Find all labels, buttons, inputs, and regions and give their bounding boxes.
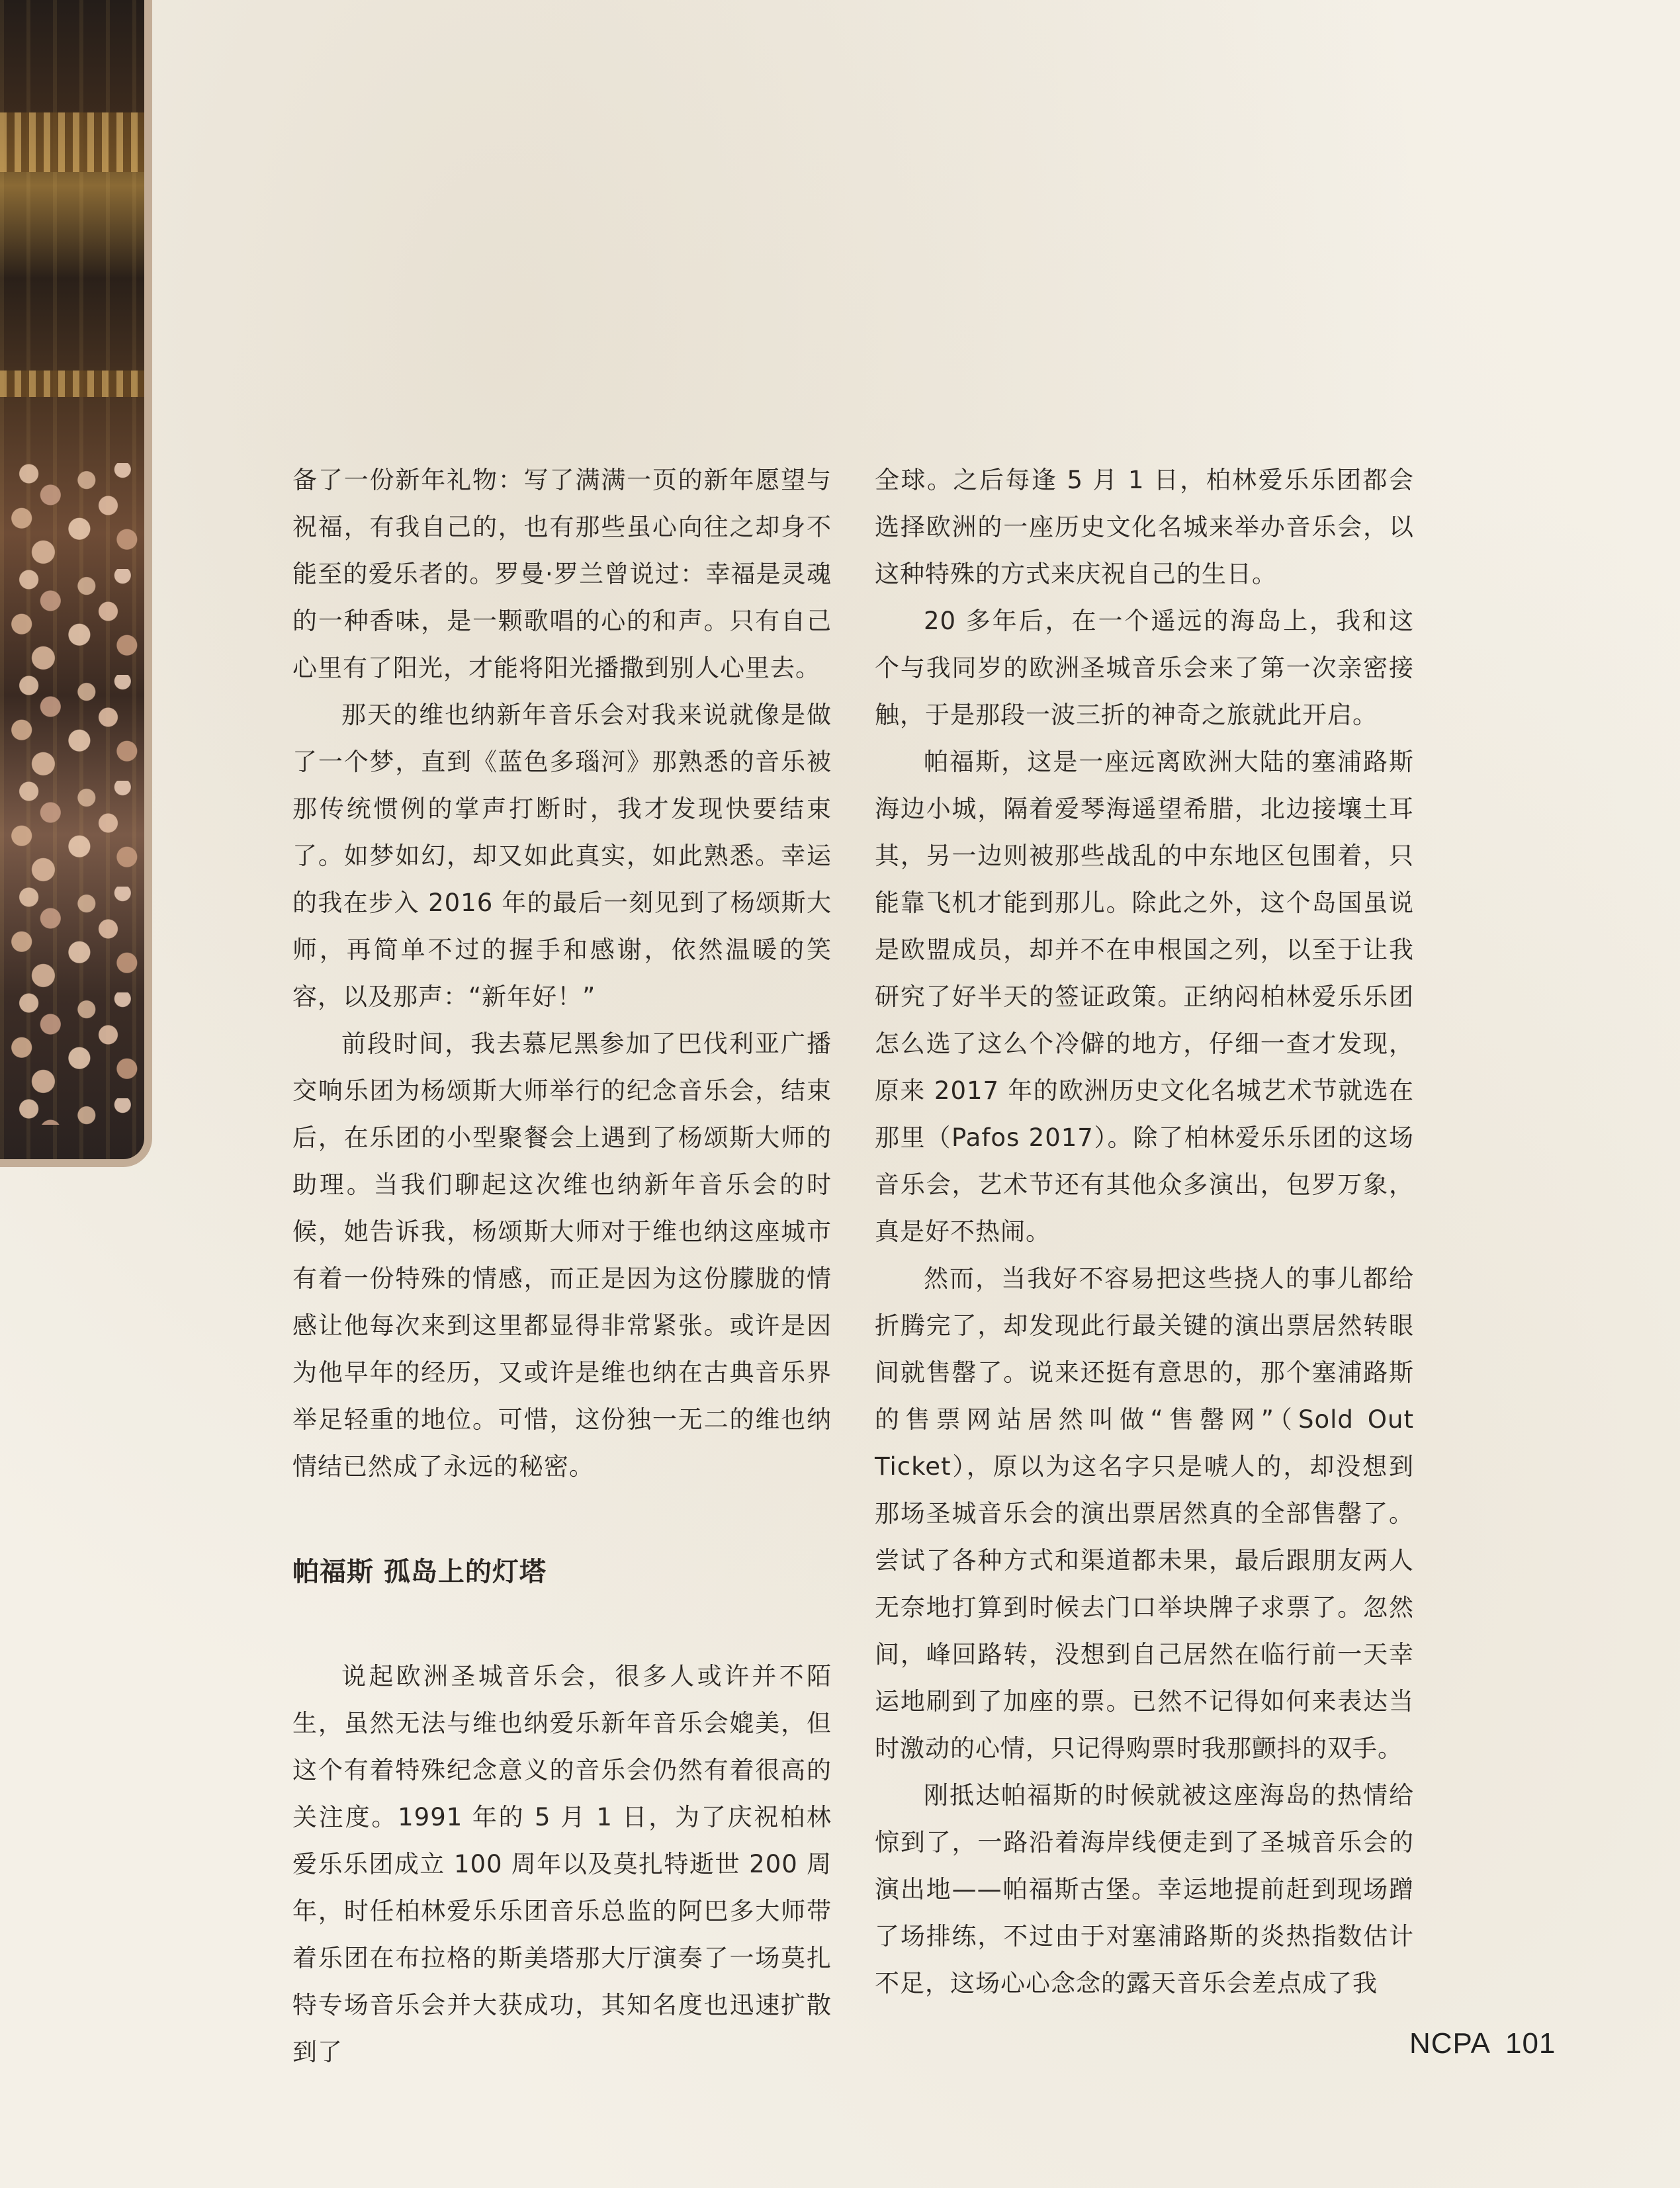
balcony-railing: [0, 371, 144, 397]
paragraph: 20 多年后，在一个遥远的海岛上，我和这个与我同岁的欧洲圣城音乐会来了第一次亲密接触，于是那段一波三折的神奇之旅就此开启。: [875, 607, 1414, 729]
section-heading: 帕福斯 孤岛上的灯塔: [292, 1557, 547, 1587]
left-column: [292, 457, 832, 2076]
paragraph: 说起欧洲圣城音乐会，很多人或许并不陌生，虽然无法与维也纳爱乐新年音乐会媲美，但这个有着特殊纪念意义的音乐会仍然有着很高的关注度。1991 年的 5 月 1 日，为了庆祝柏林爱乐乐团成立 100 周年以及莫扎特逝世 200 周年，时任柏林爱乐乐团音乐总监的阿巴多大师带着乐团在布拉格的斯美塔那大厅演奏了一场莫扎特专场音乐会并大获成功，其知名度也迅速扩散到了: [292, 1662, 832, 2066]
balcony-railing: [0, 112, 144, 172]
concert-hall-photo: [0, 0, 152, 1167]
page-number: 101: [1505, 2027, 1556, 2060]
paragraph: 备了一份新年礼物：写了满满一页的新年愿望与祝福，有我自己的，也有那些虽心向往之却身不能至的爱乐者的。罗曼·罗兰曾说过：幸福是灵魂的一种香味，是一颗歌唱的心的和声。只有自己心里有了阳光，才能将阳光播撒到别人心里去。: [292, 466, 832, 682]
magazine-name: NCPA: [1409, 2027, 1491, 2060]
paragraph: 刚抵达帕福斯的时候就被这座海岛的热情给惊到了，一路沿着海岸线便走到了圣城音乐会的演出地——帕福斯古堡。幸运地提前赶到现场蹭了场排练，不过由于对塞浦路斯的炎热指数估计不足，这场心心念念的露天音乐会差点成了我: [875, 1781, 1414, 1997]
page-footer: [1409, 2027, 1556, 2060]
right-column: [875, 457, 1414, 2007]
paragraph: 然而，当我好不容易把这些挠人的事儿都给折腾完了，却发现此行最关键的演出票居然转眼间就售罄了。说来还挺有意思的，那个塞浦路斯的售票网站居然叫做“售罄网”（Sold Out Ticket），原以为这名字只是唬人的，却没想到那场圣城音乐会的演出票居然真的全部售罄了。尝试了各种方式和渠道都未果，最后跟朋友两人无奈地打算到时候去门口举块牌子求票了。忽然间，峰回路转，没想到自己居然在临行前一天幸运地刷到了加座的票。已然不记得如何来表达当时激动的心情，只记得购票时我那颤抖的双手。: [875, 1264, 1414, 1763]
audience-crowd: [0, 463, 144, 1125]
paragraph: 前段时间，我去慕尼黑参加了巴伐利亚广播交响乐团为杨颂斯大师举行的纪念音乐会，结束后，在乐团的小型聚餐会上遇到了杨颂斯大师的助理。当我们聊起这次维也纳新年音乐会的时候，她告诉我，杨颂斯大师对于维也纳这座城市有着一份特殊的情感，而正是因为这份朦胧的情感让他每次来到这里都显得非常紧张。或许是因为他早年的经历，又或许是维也纳在古典音乐界举足轻重的地位。可惜，这份独一无二的维也纳情结已然成了永远的秘密。: [292, 1029, 832, 1481]
paragraph: 全球。之后每逢 5 月 1 日，柏林爱乐乐团都会选择欧洲的一座历史文化名城来举办音乐会，以这种特殊的方式来庆祝自己的生日。: [875, 466, 1414, 588]
paragraph: 帕福斯，这是一座远离欧洲大陆的塞浦路斯海边小城，隔着爱琴海遥望希腊，北边接壤土耳其，另一边则被那些战乱的中东地区包围着，只能靠飞机才能到那儿。除此之外，这个岛国虽说是欧盟成员，却并不在申根国之列，以至于让我研究了好半天的签证政策。正纳闷柏林爱乐乐团怎么选了这么个冷僻的地方，仔细一查才发现，原来 2017 年的欧洲历史文化名城艺术节就选在那里（Pafos 2017）。除了柏林爱乐乐团的这场音乐会，艺术节还有其他众多演出，包罗万象，真是好不热闹。: [875, 748, 1414, 1246]
paragraph: 那天的维也纳新年音乐会对我来说就像是做了一个梦，直到《蓝色多瑙河》那熟悉的音乐被那传统惯例的掌声打断时，我才发现快要结束了。如梦如幻，却又如此真实，如此熟悉。幸运的我在步入 2016 年的最后一刻见到了杨颂斯大师，再简单不过的握手和感谢，依然温暖的笑容，以及那声：“新年好！”: [292, 701, 832, 1011]
